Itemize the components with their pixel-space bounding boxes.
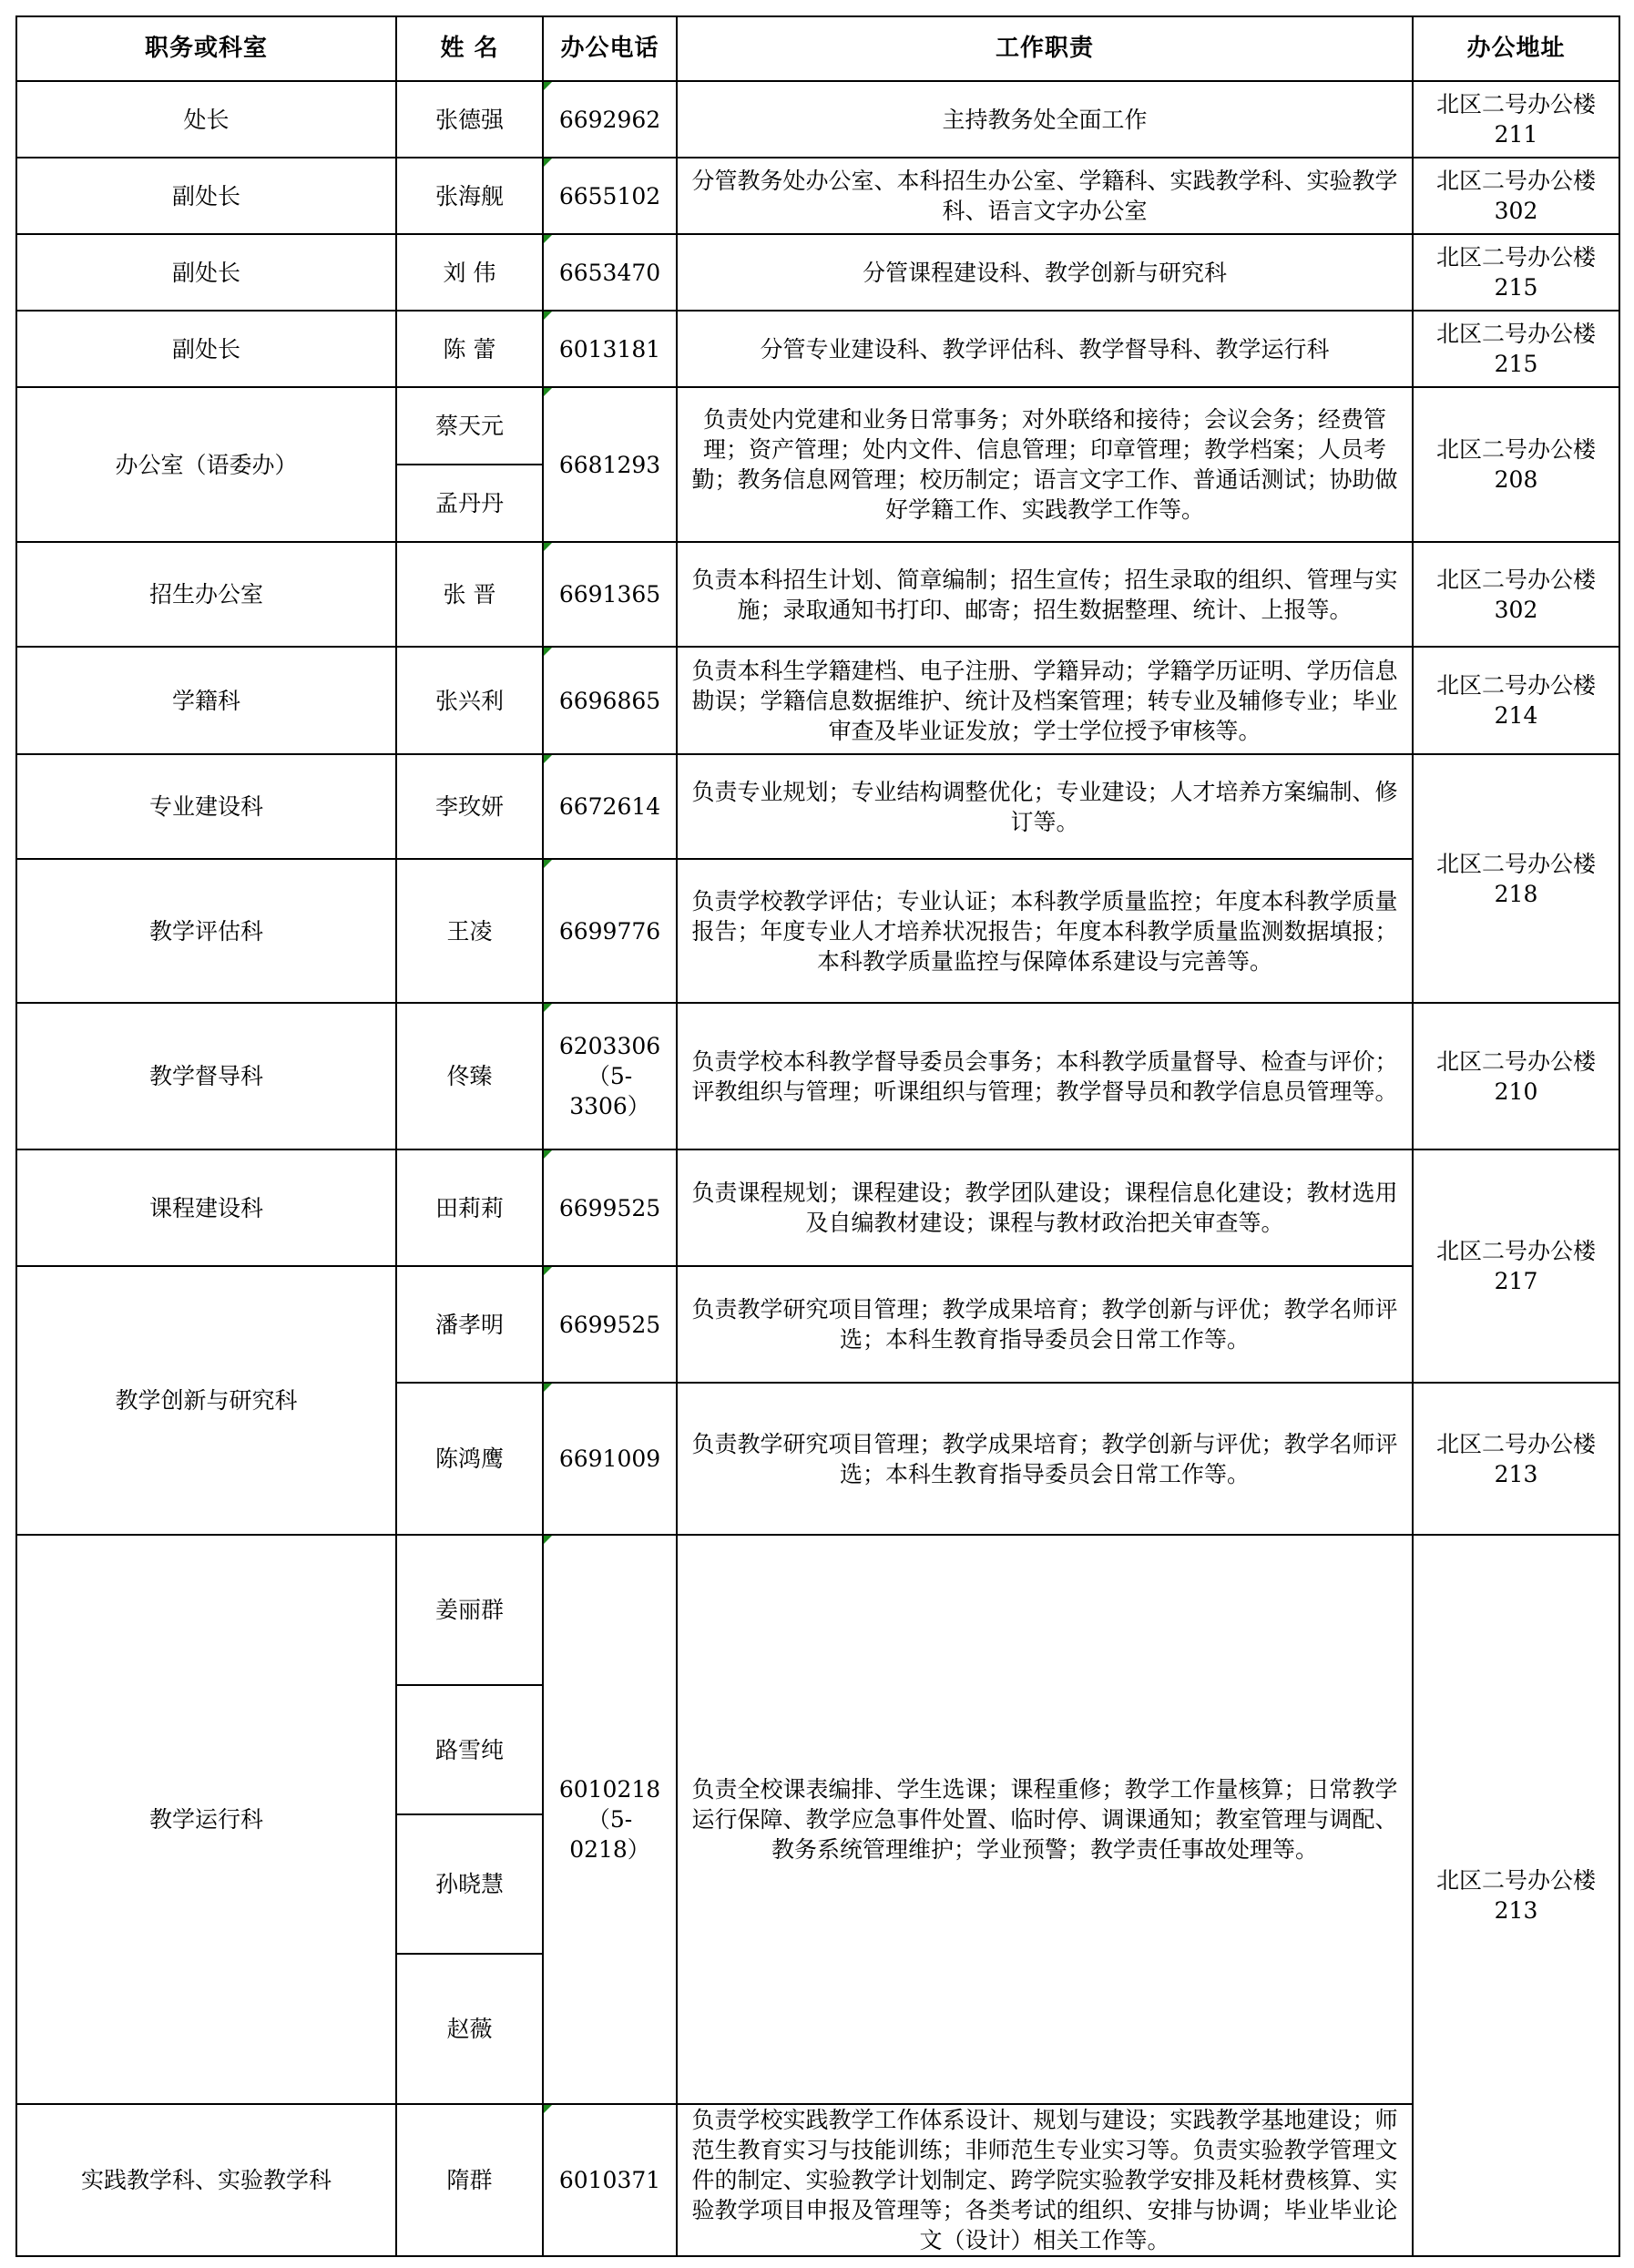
address-building: 北区二号办公楼 [1435, 244, 1596, 271]
phone-cell [543, 158, 677, 234]
name-cell: 蔡天元 [396, 387, 543, 465]
address-room: 208 [1494, 466, 1538, 493]
address-room: 214 [1494, 702, 1538, 729]
address-room: 302 [1494, 198, 1538, 224]
phone-number: 6681293 [558, 451, 661, 478]
address-cell [1413, 234, 1619, 311]
phone-number: 6203306 [558, 1033, 661, 1059]
duties-cell: 负责学校教学评估；专业认证；本科教学质量监控；年度本科教学质量报告；年度专业人才培养状况报告；年度本科教学质量监测数据填报；本科教学质量监控与保障体系建设与完善等。 [677, 859, 1413, 1003]
address-building: 北区二号办公楼 [1435, 1238, 1596, 1264]
cell-marker-icon [544, 1004, 552, 1012]
address-cell [1413, 1383, 1619, 1535]
header-address: 办公地址 [1413, 16, 1619, 81]
phone-cell [543, 387, 677, 542]
address-cell [1413, 1535, 1619, 2256]
duties-cell: 负责教学研究项目管理；教学成果培育；教学创新与评优；教学名师评选；本科生教育指导委员会日常工作等。 [677, 1383, 1413, 1535]
name-cell: 张德强 [396, 81, 543, 158]
dept-cell: 教学督导科 [16, 1003, 396, 1149]
header-duties: 工作职责 [677, 16, 1413, 81]
table-row [16, 1266, 1619, 1383]
phone-extension: （5-0218） [569, 1806, 650, 1863]
name-cell: 张 晋 [396, 542, 543, 647]
phone-number: 6672614 [558, 793, 661, 820]
address-building: 北区二号办公楼 [1435, 1867, 1596, 1894]
address-room: 218 [1494, 880, 1538, 907]
address-cell [1413, 387, 1619, 542]
table-row [16, 234, 1619, 311]
phone-cell [543, 1003, 677, 1149]
dept-cell: 招生办公室 [16, 542, 396, 647]
phone-number: 6655102 [558, 182, 661, 209]
header-phone: 办公电话 [543, 16, 677, 81]
phone-number: 6692962 [558, 106, 661, 133]
address-building: 北区二号办公楼 [1435, 672, 1596, 699]
phone-cell [543, 81, 677, 158]
name-cell: 路雪纯 [396, 1685, 543, 1814]
cell-marker-icon [544, 1150, 552, 1159]
table-row [16, 1149, 1619, 1266]
dept-cell: 教学评估科 [16, 859, 396, 1003]
header-dept: 职务或科室 [16, 16, 396, 81]
cell-marker-icon [544, 235, 552, 243]
name-cell: 姜丽群 [396, 1535, 543, 1685]
cell-marker-icon [544, 1267, 552, 1275]
address-cell [1413, 81, 1619, 158]
cell-marker-icon [544, 755, 552, 763]
cell-marker-icon [544, 312, 552, 320]
address-building: 北区二号办公楼 [1435, 1430, 1596, 1457]
dept-cell: 课程建设科 [16, 1149, 396, 1266]
table-row [16, 1003, 1619, 1149]
table-row [16, 1535, 1619, 1685]
staff-duty-table [15, 15, 1620, 2257]
name-cell: 陈鸿鹰 [396, 1383, 543, 1535]
address-cell [1413, 158, 1619, 234]
phone-number: 6013181 [558, 335, 661, 363]
table-row [16, 754, 1619, 859]
name-cell: 隋群 [396, 2104, 543, 2256]
address-building: 北区二号办公楼 [1435, 321, 1596, 347]
name-cell: 孙晓慧 [396, 1814, 543, 1954]
table-row [16, 158, 1619, 234]
address-room: 210 [1494, 1078, 1538, 1105]
address-room: 215 [1494, 351, 1538, 377]
phone-cell [543, 1535, 677, 2104]
phone-cell [543, 234, 677, 311]
address-cell [1413, 1003, 1619, 1149]
address-cell [1413, 647, 1619, 754]
phone-number: 6010371 [558, 2167, 661, 2193]
cell-marker-icon [544, 860, 552, 868]
phone-number: 6699525 [558, 1311, 661, 1338]
cell-marker-icon [544, 1384, 552, 1392]
phone-extension: （5-3306） [569, 1063, 650, 1119]
name-cell: 刘 伟 [396, 234, 543, 311]
phone-cell [543, 859, 677, 1003]
dept-cell: 实践教学科、实验教学科 [16, 2104, 396, 2256]
name-cell: 赵薇 [396, 1954, 543, 2104]
name-cell: 陈 蕾 [396, 311, 543, 387]
address-room: 213 [1494, 1460, 1538, 1487]
dept-cell: 副处长 [16, 234, 396, 311]
name-cell: 张海舰 [396, 158, 543, 234]
phone-cell [543, 542, 677, 647]
phone-cell [543, 647, 677, 754]
duties-cell: 负责本科招生计划、简章编制；招生宣传；招生录取的组织、管理与实施；录取通知书打印、邮寄；招生数据整理、统计、上报等。 [677, 542, 1413, 647]
phone-number: 6696865 [558, 687, 661, 714]
cell-marker-icon [544, 2105, 552, 2113]
dept-cell: 处长 [16, 81, 396, 158]
address-building: 北区二号办公楼 [1435, 566, 1596, 593]
table-row [16, 859, 1619, 1003]
duties-cell: 主持教务处全面工作 [677, 81, 1413, 158]
address-room: 213 [1494, 1897, 1538, 1924]
duties-cell: 负责学校本科教学督导委员会事务；本科教学质量督导、检查与评价；评教组织与管理；听课组织与管理；教学督导员和教学信息员管理等。 [677, 1003, 1413, 1149]
phone-cell [543, 311, 677, 387]
name-cell: 潘孝明 [396, 1266, 543, 1383]
name-cell: 佟臻 [396, 1003, 543, 1149]
dept-cell: 学籍科 [16, 647, 396, 754]
dept-cell: 专业建设科 [16, 754, 396, 859]
duties-cell: 负责本科生学籍建档、电子注册、学籍异动；学籍学历证明、学历信息勘误；学籍信息数据维护、统计及档案管理；转专业及辅修专业；毕业审查及毕业证发放；学士学位授予审核等。 [677, 647, 1413, 754]
address-room: 217 [1494, 1268, 1538, 1294]
duties-cell: 负责处内党建和业务日常事务；对外联络和接待；会议会务；经费管理；资产管理；处内文件、信息管理；印章管理；教学档案；人员考勤；教务信息网管理；校历制定；语言文字工作、普通话测试；协助做好学籍工作、实践教学工作等。 [677, 387, 1413, 542]
name-cell: 李玫妍 [396, 754, 543, 859]
duties-cell: 分管教务处办公室、本科招生办公室、学籍科、实践教学科、实验教学科、语言文字办公室 [677, 158, 1413, 234]
name-cell: 张兴利 [396, 647, 543, 754]
cell-marker-icon [544, 1536, 552, 1544]
table-row [16, 311, 1619, 387]
name-cell: 王凌 [396, 859, 543, 1003]
address-cell [1413, 754, 1619, 1003]
duties-cell: 负责专业规划；专业结构调整优化；专业建设；人才培养方案编制、修订等。 [677, 754, 1413, 859]
phone-cell [543, 1266, 677, 1383]
address-building: 北区二号办公楼 [1435, 1047, 1596, 1075]
dept-cell: 副处长 [16, 311, 396, 387]
name-cell: 田莉莉 [396, 1149, 543, 1266]
phone-cell [543, 1383, 677, 1535]
header-row [16, 16, 1619, 81]
address-building: 北区二号办公楼 [1435, 850, 1596, 877]
dept-cell: 教学运行科 [16, 1535, 396, 2104]
phone-number: 6699776 [558, 917, 661, 945]
header-name: 姓 名 [396, 16, 543, 81]
phone-cell [543, 1149, 677, 1266]
address-room: 302 [1494, 596, 1538, 623]
duties-cell: 负责课程规划；课程建设；教学团队建设；课程信息化建设；教材选用及自编教材建设；课程与教材政治把关审查等。 [677, 1149, 1413, 1266]
phone-number: 6691009 [558, 1446, 661, 1472]
duties-cell: 负责教学研究项目管理；教学成果培育；教学创新与评优；教学名师评选；本科生教育指导委员会日常工作等。 [677, 1266, 1413, 1383]
name-cell: 孟丹丹 [396, 465, 543, 542]
address-building: 北区二号办公楼 [1435, 436, 1596, 463]
address-room: 215 [1494, 274, 1538, 301]
cell-marker-icon [544, 648, 552, 656]
duties-cell: 负责学校实践教学工作体系设计、规划与建设；实践教学基地建设；师范生教育实习与技能训练；非师范生专业实习等。负责实验教学管理文件的制定、实验教学计划制定、跨学院实验教学安排及耗材费核算、实验教学项目申报及管理等；各类考试的组织、安排与协调；毕业毕业论文（设计）相关工作等。 [677, 2104, 1413, 2256]
duties-cell: 负责全校课表编排、学生选课；课程重修；教学工作量核算；日常教学运行保障、教学应急事件处置、临时停、调课通知；教室管理与调配、教务系统管理维护；学业预警；教学责任事故处理等。 [677, 1535, 1413, 2104]
duties-cell: 分管专业建设科、教学评估科、教学督导科、教学运行科 [677, 311, 1413, 387]
dept-cell: 教学创新与研究科 [16, 1266, 396, 1535]
cell-marker-icon [544, 388, 552, 396]
address-building: 北区二号办公楼 [1435, 168, 1596, 194]
cell-marker-icon [544, 82, 552, 90]
table-row [16, 542, 1619, 647]
cell-marker-icon [544, 543, 552, 551]
address-cell [1413, 1149, 1619, 1383]
address-room: 211 [1494, 121, 1538, 148]
phone-number: 6653470 [558, 259, 661, 286]
cell-marker-icon [544, 158, 552, 167]
dept-cell: 办公室（语委办） [16, 387, 396, 542]
table-row [16, 81, 1619, 158]
duties-cell: 分管课程建设科、教学创新与研究科 [677, 234, 1413, 311]
phone-number: 6010218 [558, 1776, 661, 1803]
phone-cell [543, 754, 677, 859]
phone-cell [543, 2104, 677, 2256]
table-row [16, 387, 1619, 465]
phone-number: 6691365 [558, 581, 661, 608]
dept-cell: 副处长 [16, 158, 396, 234]
table-row [16, 647, 1619, 754]
address-building: 北区二号办公楼 [1435, 91, 1596, 117]
phone-number: 6699525 [558, 1194, 661, 1221]
address-cell [1413, 542, 1619, 647]
address-cell [1413, 311, 1619, 387]
table-row [16, 2104, 1619, 2256]
